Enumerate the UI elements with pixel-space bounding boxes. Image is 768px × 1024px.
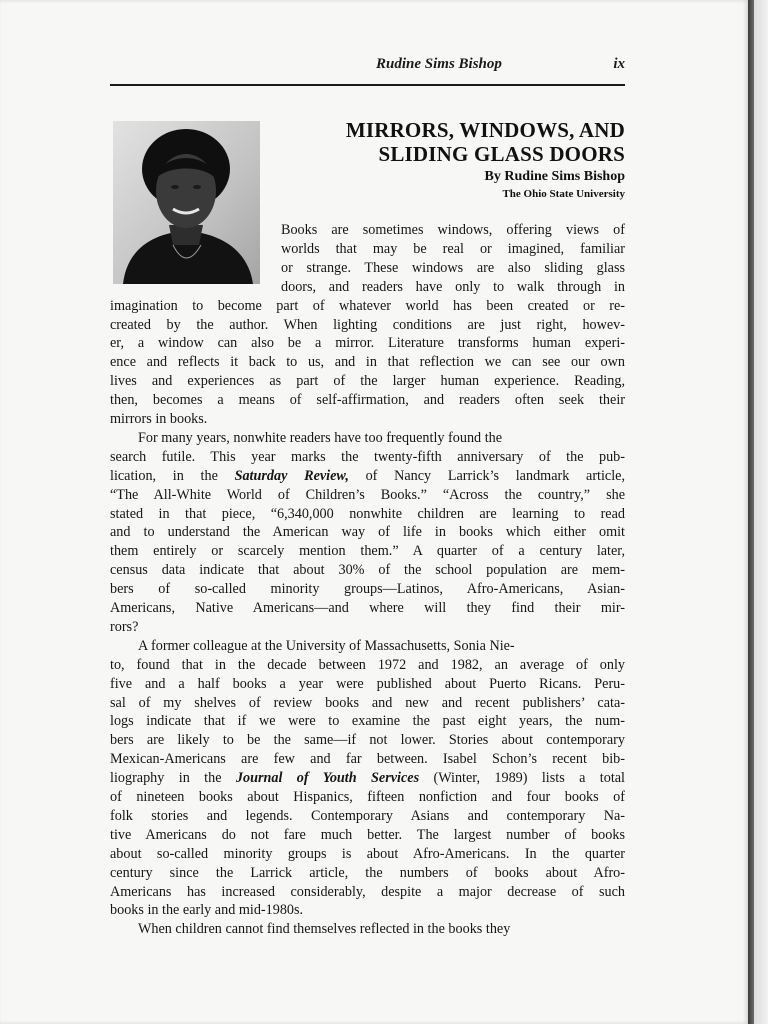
body-line: ence and reflects it back to us, and in that reflection we can see our own [110, 354, 625, 371]
body-line [110, 467, 625, 486]
running-header-author: Rudine Sims Bishop [376, 56, 502, 72]
body-line: created by the author. When lighting conditions are just right, howev- [110, 316, 625, 333]
body-line [110, 769, 625, 788]
body-line: about so-called minority groups is about Afro-Americans. In the quarter [110, 845, 625, 862]
body-line: bers are likely to be the same—if not lower. Stories about contemporary [110, 732, 625, 749]
body-line: bers of so-called minority groups—Latinos, Afro-Americans, Asian- [110, 581, 625, 598]
body-line: lives and experiences as part of the larger human experience. Reading, [110, 373, 625, 390]
publication-title: Journal of Youth Services [235, 770, 420, 787]
body-line: and to understand the American way of life in books which either omit [110, 524, 625, 541]
body-line: century since the Larrick article, the numbers of books about Afro- [110, 864, 625, 881]
body-line: census data indicate that about 30% of the school population are mem- [110, 562, 625, 579]
body-line: search futile. This year marks the twenty-fifth anniversary of the pub- [110, 448, 625, 465]
body-line: books in the early and mid-1980s. [110, 902, 304, 919]
body-line-text: of Nancy Larrick’s landmark article, [348, 467, 626, 484]
paragraph-first-line: For many years, nonwhite readers have too frequently found the [138, 429, 503, 446]
body-line: Americans has increased considerably, despite a major decrease of such [110, 883, 625, 900]
article-title-line-1: MIRRORS, WINDOWS, AND [345, 118, 625, 142]
body-line: Books are sometimes windows, offering views of [281, 222, 625, 238]
body-line: tive Americans do not fare much better. The largest number of books [110, 826, 625, 843]
body-line: er, a window can also be a mirror. Literature transforms human experi- [110, 335, 625, 352]
body-line: Americans, Native Americans—and where will they find their mir- [110, 600, 625, 616]
body-line: them entirely or scarcely mention them.” A quarter of a century later, [110, 543, 625, 560]
body-line-text: liography in the [110, 770, 236, 787]
body-line: or strange. These windows are also sliding glass [281, 259, 625, 276]
body-line: rors? [110, 618, 139, 635]
paragraph-first-line: When children cannot find themselves reflected in the books they [138, 921, 511, 938]
article-title-line-2: SLIDING GLASS DOORS [378, 142, 625, 166]
body-line: imagination to become part of whatever world has been created or re- [110, 297, 625, 314]
body-line: five and a half books a year were published about Puerto Ricans. Peru- [110, 675, 625, 692]
running-header [110, 54, 625, 78]
portrait-image [113, 121, 260, 284]
article-affiliation: The Ohio State University [502, 188, 625, 200]
article-title-block [270, 118, 625, 202]
body-line: folk stories and legends. Contemporary Asians and contemporary Na- [110, 807, 625, 824]
article-byline: By Rudine Sims Bishop [484, 169, 625, 184]
publication-title: Saturday Review, [234, 467, 349, 484]
paragraph-first-line: A former colleague at the University of Massachusetts, Sonia Nie- [138, 637, 515, 654]
body-line: stated in that piece, “6,340,000 nonwhite children are learning to read [110, 505, 625, 522]
body-line: to, found that in the decade between 1972 and 1982, an average of only [110, 656, 625, 673]
body-line: Mexican-Americans are few and far between. Isabel Schon’s recent bib- [110, 751, 625, 768]
body-line-text: lication, in the [110, 467, 235, 484]
body-line: then, becomes a means of self-affirmation, and readers often seek their [110, 392, 625, 409]
body-line: “The All-White World of Children’s Books.” “Across the country,” she [110, 486, 625, 503]
page-stack-edge [754, 0, 768, 1024]
body-line: doors, and readers have only to walk through in [281, 278, 625, 295]
body-line: worlds that may be real or imagined, familiar [281, 240, 625, 257]
body-line: logs indicate that if we were to examine the past eight years, the num- [110, 713, 625, 730]
body-line: sal of my shelves of review books and new and recent publishers’ cata- [110, 694, 625, 711]
header-rule [110, 84, 625, 86]
author-photo [113, 121, 260, 284]
body-line: of nineteen books about Hispanics, fifteen nonfiction and four books of [110, 789, 625, 805]
page-number: ix [613, 56, 625, 72]
body-line: mirrors in books. [110, 411, 208, 427]
body-line-text: (Winter, 1989) lists a total [419, 770, 625, 787]
